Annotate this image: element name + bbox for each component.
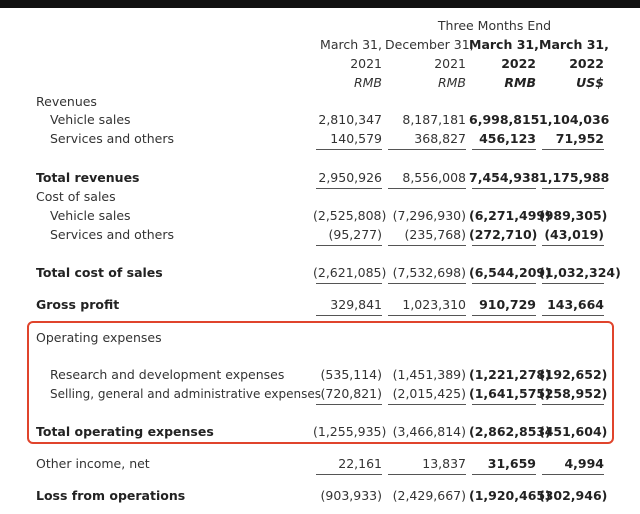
underline [388,188,466,189]
services-col2: 368,827 [414,131,466,146]
services-col4: 71,952 [555,131,604,146]
underline [472,283,536,284]
total-revenues-col4: 1,175,988 [539,170,610,185]
sga-col4: (258,952) [539,386,608,401]
col4-currency: US$ [576,75,604,90]
row-rnd-label: Research and development expenses [50,367,285,382]
cost-services-col3: (272,710) [469,227,538,242]
underline [316,404,382,405]
row-total-opex-label: Total operating expenses [36,424,214,439]
vehicle-sales-col2: 8,187,181 [402,112,466,127]
sga-col1: (720,821) [320,386,382,401]
vehicle-sales-col1: 2,810,347 [318,112,382,127]
vehicle-sales-col3: 6,998,815 [469,112,540,127]
col2-date-line2: 2021 [434,56,466,71]
underline [388,474,466,475]
underline [542,245,604,246]
cost-services-col2: (235,768) [404,227,466,242]
cost-vehicle-col2: (7,296,930) [392,208,466,223]
underline [388,283,466,284]
underline [472,188,536,189]
col1-date-line1: March 31, [320,37,382,52]
row-total-revenues-label: Total revenues [36,170,140,185]
vehicle-sales-col4: 1,104,036 [539,112,610,127]
other-income-col2: 13,837 [422,456,466,471]
col2-date-line1: December 31, [385,37,474,52]
loss-ops-col4: (302,946) [539,488,608,503]
underline [316,315,382,316]
total-opex-col1: (1,255,935) [313,424,387,439]
gross-profit-col2: 1,023,310 [402,297,466,312]
services-col1: 140,579 [330,131,382,146]
total-opex-col3: (2,862,853) [469,424,551,439]
loss-ops-col3: (1,920,465) [469,488,551,503]
total-cost-col2: (7,532,698) [392,265,466,280]
underline [472,474,536,475]
rnd-col2: (1,451,389) [392,367,466,382]
total-cost-col4: (1,032,324) [539,265,621,280]
row-sga-label: Selling, general and administrative expenses [50,387,321,401]
col1-date-line2: 2021 [350,56,382,71]
row-cost-of-sales-label: Cost of sales [36,189,116,204]
cost-services-col1: (95,277) [328,227,382,242]
row-vehicle-sales-label: Vehicle sales [50,112,131,127]
underline [472,245,536,246]
underline [542,188,604,189]
services-col3: 456,123 [479,131,536,146]
underline [388,149,466,150]
row-gross-profit-label: Gross profit [36,297,120,312]
col4-date-line2: 2022 [569,56,604,71]
underline [388,245,466,246]
underline [542,149,604,150]
total-revenues-col3: 7,454,938 [469,170,540,185]
gross-profit-col1: 329,841 [330,297,382,312]
cost-vehicle-col3: (6,271,499) [469,208,551,223]
total-revenues-col1: 2,950,926 [318,170,382,185]
rnd-col4: (192,652) [539,367,608,382]
loss-ops-col2: (2,429,667) [392,488,466,503]
other-income-col1: 22,161 [338,456,382,471]
col3-date-line1: March 31, [469,37,539,52]
underline [316,245,382,246]
col1-currency: RMB [353,75,382,90]
top-black-bar [0,0,640,8]
total-opex-col4: (451,604) [539,424,608,439]
underline [316,149,382,150]
rnd-col1: (535,114) [320,367,382,382]
row-other-income-label: Other income, net [36,456,150,471]
other-income-col4: 4,994 [564,456,604,471]
underline [542,404,604,405]
gross-profit-col4: 143,664 [547,297,604,312]
cost-vehicle-col1: (2,525,808) [313,208,387,223]
underline [472,315,536,316]
col4-date-line1: March 31, [539,37,609,52]
other-income-col3: 31,659 [487,456,536,471]
col3-currency: RMB [504,75,536,90]
row-operating-expenses-label: Operating expenses [36,330,162,345]
underline [542,283,604,284]
col3-date-line2: 2022 [501,56,536,71]
sga-col2: (2,015,425) [392,386,466,401]
underline [542,315,604,316]
rnd-col3: (1,221,278) [469,367,551,382]
underline [388,315,466,316]
total-revenues-col2: 8,556,008 [402,170,466,185]
underline [316,474,382,475]
row-loss-from-operations-label: Loss from operations [36,488,186,503]
sga-col3: (1,641,575) [469,386,551,401]
cost-services-col4: (43,019) [544,227,604,242]
cost-vehicle-col4: (989,305) [539,208,608,223]
total-cost-col1: (2,621,085) [313,265,387,280]
row-cost-vehicle-sales-label: Vehicle sales [50,208,131,223]
row-cost-services-label: Services and others [50,227,174,242]
gross-profit-col3: 910,729 [479,297,536,312]
loss-ops-col1: (903,933) [320,488,382,503]
underline [388,404,466,405]
total-cost-col3: (6,544,209) [469,265,551,280]
underline [472,149,536,150]
underline [542,474,604,475]
col2-currency: RMB [437,75,466,90]
underline [316,188,382,189]
row-revenues-label: Revenues [36,94,97,109]
underline [316,283,382,284]
underline [472,404,536,405]
header-group-title: Three Months End [437,18,552,33]
row-services-label: Services and others [50,131,174,146]
row-total-cost-label: Total cost of sales [36,265,163,280]
total-opex-col2: (3,466,814) [392,424,466,439]
